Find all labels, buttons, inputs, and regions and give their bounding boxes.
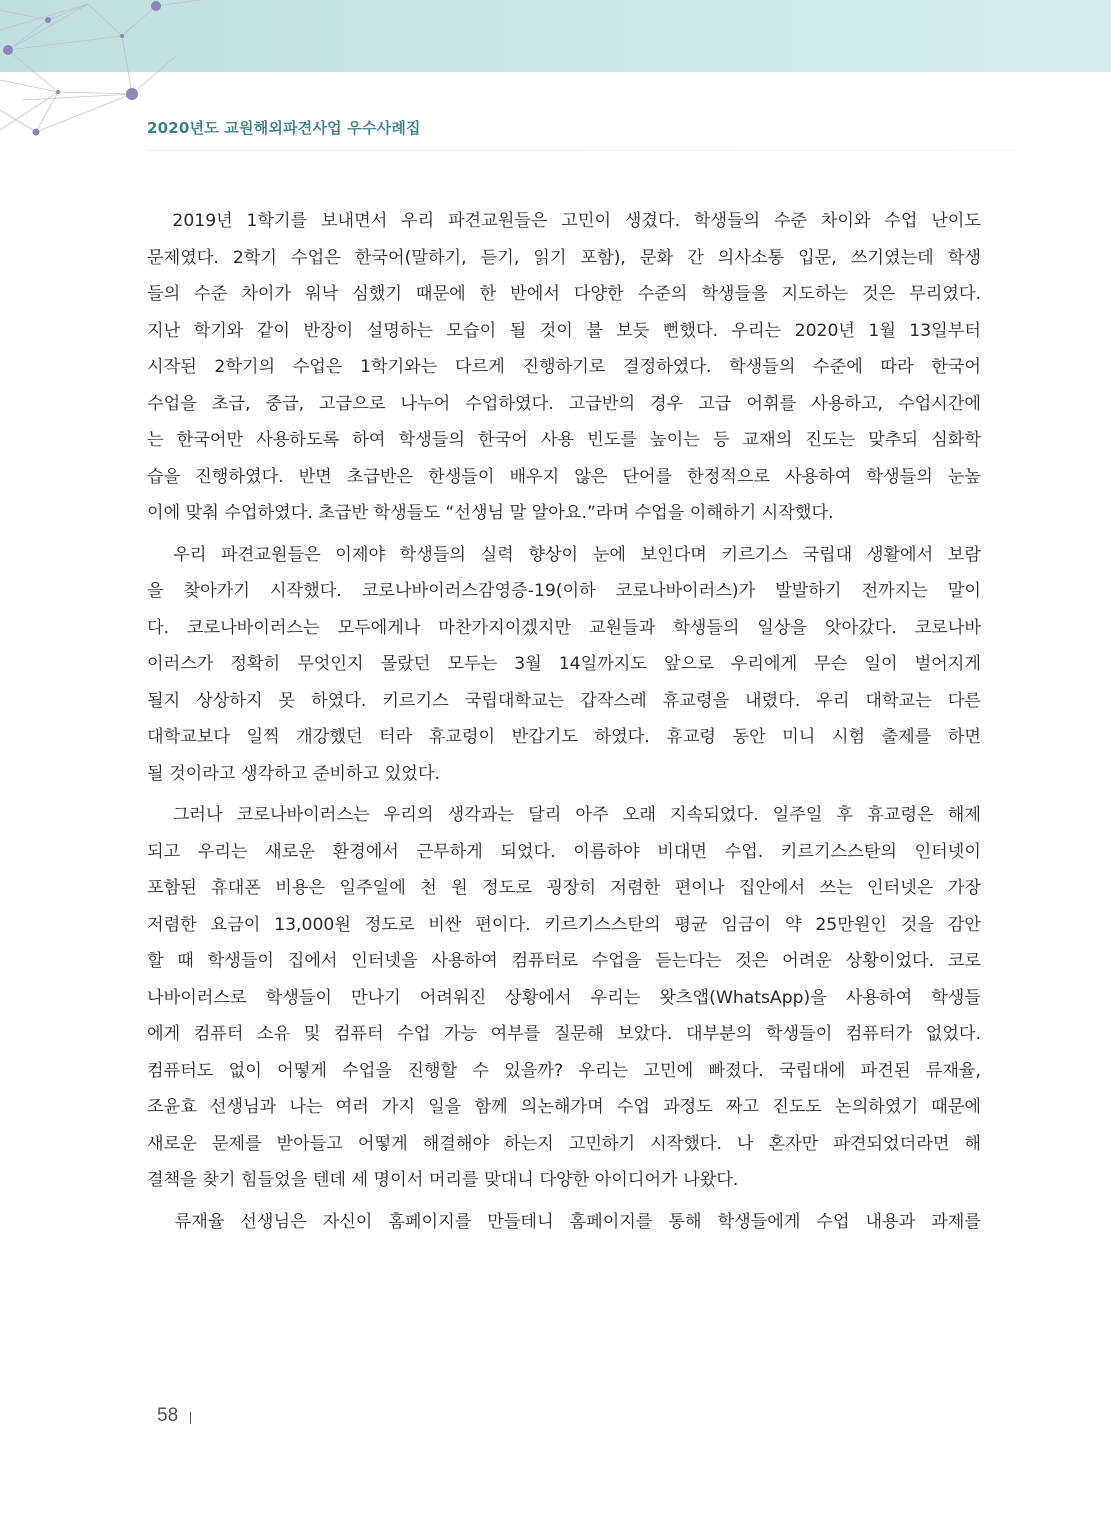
text-line: 결책을 찾기 힘들었을 텐데 세 명이서 머리를 맞대니 다양한 아이디어가 나왔다.: [147, 1170, 739, 1190]
article-body: [147, 203, 981, 1240]
page-number-divider: [190, 1412, 191, 1424]
text-line: 저렴한 요금이 13,000원 정도로 비싼 편이다. 키르기스스탄의 평균 임금이 약 25만원인 것을 감안: [147, 914, 981, 935]
text-line: 류재율 선생님은 자신이 홈페이지를 만들테니 홈페이지를 통해 학생들에게 수업 내용과 과제를: [147, 1211, 981, 1232]
text-line: 새로운 문제를 받아들고 어떻게 해결해야 하는지 고민하기 시작했다. 나 혼자만 파견되었더라면 해: [147, 1133, 981, 1154]
text-line: 습을 진행하였다. 반면 초급반은 한생들이 배우지 않은 단어를 한정적으로 사용하여 학생들의 눈높: [147, 466, 981, 487]
text-line: 조윤효 선생님과 나는 여러 가지 일을 함께 의논해가며 수업 과정도 짜고 진도도 논의하였기 때문에: [147, 1097, 981, 1117]
header-divider: [147, 150, 1017, 151]
text-line: 는 한국어만 사용하도록 하여 학생들의 한국어 사용 빈도를 높이는 등 교재의 진도는 맞추되 심화학: [147, 430, 981, 450]
text-line: 나바이러스로 학생들이 만나기 어려워진 상황에서 우리는 왓츠앱(WhatsApp)을 사용하여 학생들: [147, 987, 981, 1008]
text-line: 다. 코로나바이러스는 모두에게나 마찬가지이겠지만 교원들과 학생들의 일상을 앗아갔다. 코로나바: [147, 617, 981, 638]
text-line: 문제였다. 2학기 수업은 한국어(말하기, 듣기, 읽기 포함), 문화 간 의사소통 입문, 쓰기였는데 학생: [147, 247, 981, 268]
text-line: 포함된 휴대폰 비용은 일주일에 천 원 정도로 굉장히 저렴한 편이나 집안에서 쓰는 인터넷은 가장: [147, 878, 981, 898]
text-line: 그러나 코로나바이러스는 우리의 생각과는 달리 아주 오래 지속되었다. 일주일 후 휴교령은 해제: [147, 805, 981, 825]
text-line: 들의 수준 차이가 워낙 심했기 때문에 한 반에서 다양한 수준의 학생들을 지도하는 것은 무리였다.: [147, 284, 981, 304]
text-line: 수업을 초급, 중급, 고급으로 나누어 수업하였다. 고급반의 경우 고급 어휘를 사용하고, 수업시간에: [147, 393, 981, 414]
text-line: 될 것이라고 생각하고 준비하고 있었다.: [147, 763, 440, 784]
paragraph: [147, 797, 981, 1199]
text-line: 을 찾아가기 시작했다. 코로나바이러스감영증-19(이하 코로나바이러스)가 발발하기 전까지는 말이: [147, 581, 981, 601]
text-line: 우리 파견교원들은 이제야 학생들의 실력 향상이 눈에 보인다며 키르기스 국립대 생활에서 보람: [147, 544, 981, 565]
text-line: 대학교보다 일찍 개강했던 터라 휴교령이 반갑기도 하였다. 휴교령 동안 미니 시험 출제를 하면: [147, 727, 981, 747]
text-line: 할 때 학생들이 집에서 인터넷을 사용하여 컴퓨터로 수업을 듣는다는 것은 어려운 상황이었다. 코로: [147, 951, 981, 971]
paragraph: [147, 203, 981, 532]
text-line: 되고 우리는 새로운 환경에서 근무하게 되었다. 이름하야 비대면 수업. 키르기스스탄의 인터넷이: [147, 841, 981, 862]
text-line: 지난 학기와 같이 반장이 설명하는 모습이 될 것이 불 보듯 뻔했다. 우리는 2020년 1월 13일부터: [147, 320, 981, 341]
text-line: 컴퓨터도 없이 어떻게 수업을 진행할 수 있을까? 우리는 고민에 빠졌다. 국립대에 파견된 류재율,: [147, 1060, 981, 1081]
text-line: 이에 맞춰 수업하였다. 초급반 학생들도 “선생님 말 알아요.”라며 수업을 이해하기 시작했다.: [147, 503, 834, 523]
paragraph: [147, 1204, 981, 1241]
text-line: 에게 컴퓨터 소유 및 컴퓨터 수업 가능 여부를 질문해 보았다. 대부분의 학생들이 컴퓨터가 없었다.: [147, 1024, 981, 1044]
header-title: 2020년도 교원해외파견사업 우수사례집: [147, 119, 421, 137]
text-line: 시작된 2학기의 수업은 1학기와는 다르게 진행하기로 결정하였다. 학생들의 수준에 따라 한국어: [147, 357, 981, 377]
page-number: 58: [157, 1405, 179, 1426]
text-line: 될지 상상하지 못 하였다. 키르기스 국립대학교는 갑작스레 휴교령을 내렸다. 우리 대학교는 다른: [147, 690, 981, 711]
text-line: 2019년 1학기를 보내면서 우리 파견교원들은 고민이 생겼다. 학생들의 수준 차이와 수업 난이도: [147, 211, 981, 231]
text-line: 이러스가 정확히 무엇인지 몰랐던 모두는 3월 14일까지도 앞으로 우리에게 무슨 일이 벌어지게: [147, 654, 981, 674]
paragraph: [147, 537, 981, 793]
